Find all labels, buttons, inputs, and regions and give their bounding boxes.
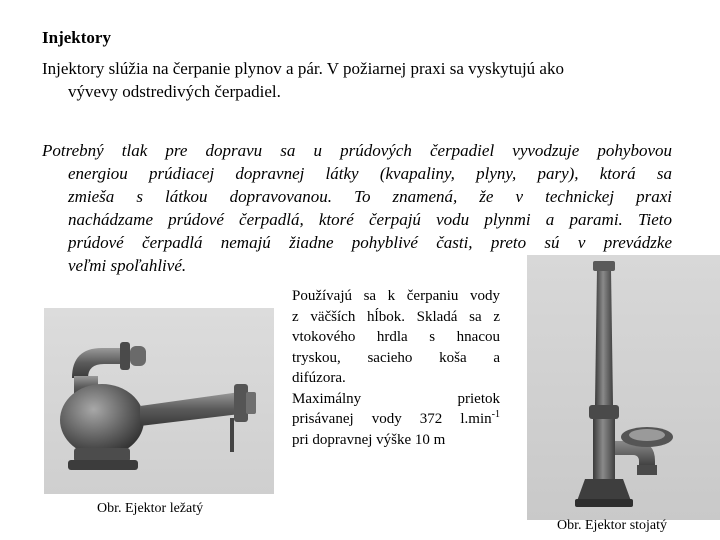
description-line: Používajú sa k čerpaniu vody	[292, 288, 500, 304]
intro-line-1: Injektory slúžia na čerpanie plynov a pár. V požiarnej praxi sa vyskytujú ako	[42, 59, 564, 78]
description-line: pri dopravnej výške 10 m	[292, 431, 446, 448]
unit-exponent: -1	[491, 409, 500, 420]
ejector-horizontal-illustration	[44, 308, 274, 494]
description-line	[292, 409, 500, 430]
description-text	[292, 286, 500, 450]
flow-text: prisávanej vody 372 l.min	[292, 411, 492, 427]
description-line: z väčších hĺbok. Skladá sa z	[292, 308, 500, 325]
page-heading: Injektory	[42, 28, 111, 47]
ejector-vertical-illustration	[527, 255, 720, 520]
body-line: prúdové čerpadlá nemajú žiadne pohyblivé časti, preto sú v prevádzke	[68, 233, 672, 252]
ejector-vertical-photo	[527, 255, 720, 520]
body-line: energiou prúdiacej dopravnej látky (kvapaliny, plyny, pary), ktorá sa	[68, 164, 672, 183]
right-image-caption: Obr. Ejektor stojatý	[557, 518, 668, 533]
body-line: zmieša s látkou dopravovanou. To znamená, že v technickej praxi	[68, 187, 672, 206]
description-line: difúzora.	[292, 370, 346, 386]
body-line: veľmi spoľahlivé.	[68, 256, 187, 275]
description-line: vtokového hrdla s hnacou	[292, 329, 500, 345]
description-line: tryskou, sacieho koša a	[292, 349, 500, 366]
intro-paragraph	[42, 57, 674, 103]
body-line: Potrebný tlak pre dopravu sa u prúdových čerpadiel vyvodzuje pohybovou	[42, 141, 672, 160]
intro-line-2: vývevy odstredivých čerpadiel.	[68, 82, 281, 101]
description-line: Maximálny prietok	[292, 390, 500, 407]
ejector-horizontal-photo	[44, 308, 274, 494]
body-line: nachádzame prúdové čerpadlá, ktoré čerpajú vodu plynmi a parami. Tieto	[68, 210, 672, 229]
left-image-caption: Obr. Ejektor ležatý	[97, 501, 204, 516]
